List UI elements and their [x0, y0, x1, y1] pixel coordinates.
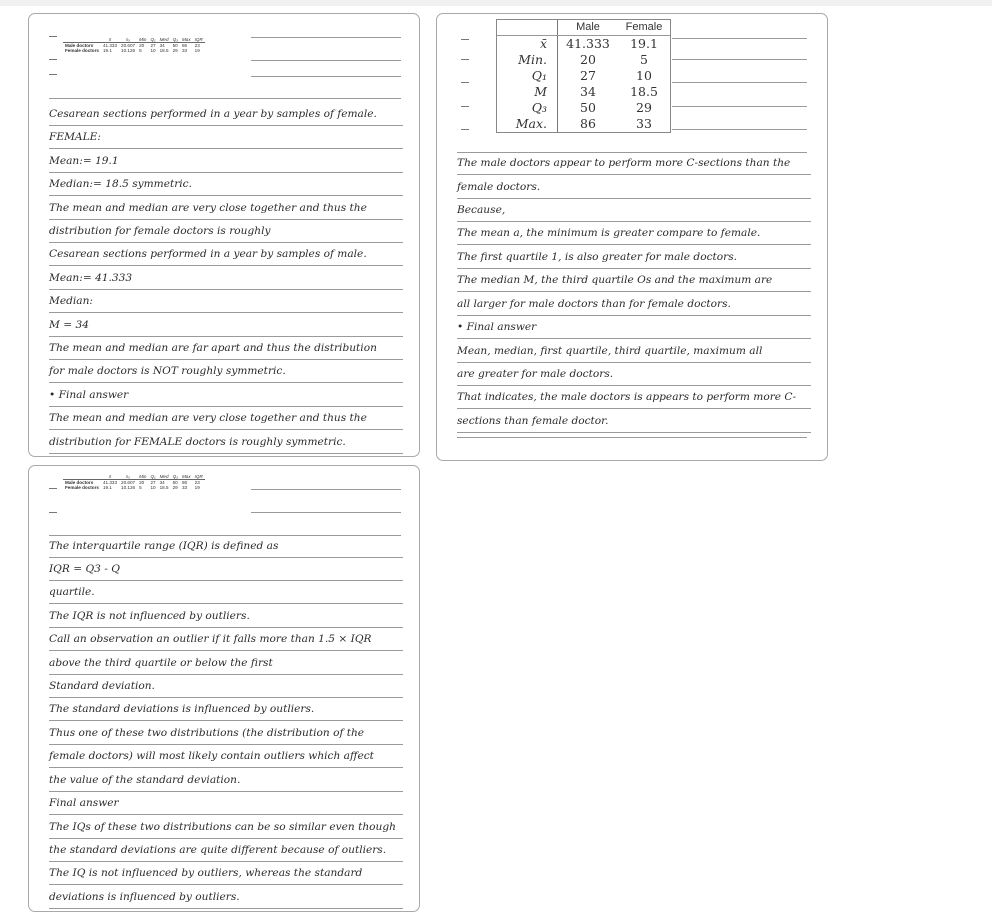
table-cell: 20: [580, 52, 596, 67]
ruled-line: [672, 129, 807, 130]
table-row: [63, 485, 205, 490]
ruled-line: [251, 512, 401, 513]
table-cell: 5: [139, 48, 142, 53]
bullet-dash: [461, 106, 469, 107]
bullet-dash: [49, 488, 57, 489]
table-cell: 5: [139, 485, 142, 490]
table-header: Med: [158, 37, 171, 43]
table-header: [497, 20, 558, 36]
text-line: sections than female doctor.: [437, 412, 827, 434]
text-line: distribution for FEMALE doctors is roughly symmetric.: [29, 433, 419, 455]
text-line: • Final answer: [29, 386, 419, 408]
row-label: x̄: [497, 36, 558, 53]
table-header: sₓ: [119, 474, 137, 480]
table-header: Max: [181, 474, 191, 479]
text-line: The interquartile range (IQR) is defined as: [29, 537, 419, 559]
row-label: Male doctors: [65, 480, 94, 485]
table-cell: 29: [636, 100, 652, 115]
ruled-line: [251, 37, 401, 38]
text-line: Median:= 18.5 symmetric.: [29, 175, 419, 197]
table-row: [63, 48, 205, 53]
ruled-line: [49, 535, 401, 536]
table-cell: 27: [580, 68, 596, 83]
bullet-dash: [461, 39, 469, 40]
text-line: Median:: [29, 292, 419, 314]
row-label: Q₁: [497, 68, 558, 84]
text-line: The IQs of these two distributions can be so similar even though: [29, 818, 419, 840]
text-line: deviations is influenced by outliers.: [29, 888, 419, 910]
table-cell: 34: [159, 480, 165, 485]
table-cell: 27: [150, 480, 156, 485]
table-cell: 19: [194, 485, 200, 490]
table-cell: 33: [181, 485, 188, 490]
table-cell: 33: [181, 48, 188, 53]
text-line: Standard deviation.: [29, 677, 419, 699]
table-row: [497, 52, 670, 68]
table-cell: 5: [640, 52, 648, 67]
text-line: The standard deviations is influenced by outliers.: [29, 700, 419, 722]
text-line: The IQ is not influenced by outliers, whereas the standard: [29, 864, 419, 886]
table-row: [497, 116, 670, 132]
table-header: Min: [139, 37, 147, 42]
text-line: • Final answer: [437, 318, 827, 340]
solution-card-iqr: [28, 465, 420, 912]
table-header: Q₁: [148, 37, 157, 43]
table-header: Q₃: [172, 474, 178, 479]
row-label: M: [497, 84, 558, 100]
table-cell: 19.1: [102, 485, 112, 490]
table-header: Q₃: [172, 37, 178, 42]
table-cell: 18.5: [630, 84, 658, 99]
text-line: the value of the standard deviation.: [29, 771, 419, 793]
table-cell: 20.607: [121, 480, 136, 485]
row-label: Female doctors: [65, 48, 99, 53]
text-line: The first quartile 1, is also greater for male doctors.: [437, 248, 827, 270]
text-line: The mean and median are very close together and thus the: [29, 409, 419, 431]
table-cell: 18.5: [159, 48, 169, 53]
text-line: female doctors.: [437, 178, 827, 200]
table-header: Max: [181, 37, 191, 42]
table-header: IQR: [194, 474, 203, 479]
text-line: The mean a, the minimum is greater compare to female.: [437, 224, 827, 246]
text-line: Mean, median, first quartile, third quartile, maximum all: [437, 342, 827, 364]
table-cell: 19.1: [102, 48, 112, 53]
table-header: IQR: [194, 37, 203, 42]
text-line: distribution for female doctors is roughly: [29, 222, 419, 244]
text-line: The median M, the third quartile Os and the maximum are: [437, 271, 827, 293]
row-label: Max.: [497, 116, 558, 132]
table-cell: 19: [194, 48, 200, 53]
text-line: all larger for male doctors than for female doctors.: [437, 295, 827, 317]
table-cell: 27: [150, 43, 156, 48]
text-line: female doctors) will most likely contain outliers which affect: [29, 747, 419, 769]
text-line: Cesarean sections performed in a year by samples of male.: [29, 245, 419, 267]
bullet-dash: [461, 82, 469, 83]
table-cell: 10: [636, 68, 652, 83]
table-cell: 50: [172, 480, 178, 485]
text-line: are greater for male doctors.: [437, 365, 827, 387]
table-cell: 33: [636, 116, 652, 131]
bullet-dash: [461, 129, 469, 130]
text-line: Mean:= 41.333: [29, 269, 419, 291]
ruled-line: [251, 489, 401, 490]
table-cell: 29: [172, 48, 178, 53]
text-line: The mean and median are far apart and thus the distribution: [29, 339, 419, 361]
table-cell: 20.607: [121, 43, 136, 48]
table-header: Q₁: [148, 474, 157, 480]
table-cell: 86: [580, 116, 596, 131]
ruled-line: [672, 106, 807, 107]
summary-table: [496, 19, 671, 133]
table-cell: 41.333: [102, 480, 118, 485]
table-cell: 19.1: [630, 36, 658, 51]
ruled-line: [251, 60, 401, 61]
table-cell: 23: [194, 43, 200, 48]
stats-table-image: [63, 37, 205, 53]
table-row: [497, 36, 670, 53]
ruled-line: [457, 152, 807, 153]
table-header: x̄: [101, 37, 119, 43]
table-row: [497, 68, 670, 84]
row-label: Female doctors: [65, 485, 99, 490]
row-label: Male doctors: [65, 43, 94, 48]
table-cell: 18.5: [159, 485, 169, 490]
table-cell: 20: [139, 480, 145, 485]
ruled-line: [672, 59, 807, 60]
text-line: That indicates, the male doctors is appears to perform more C-: [437, 388, 827, 410]
table-cell: 23: [194, 480, 200, 485]
table-cell: 86: [181, 43, 188, 48]
text-line: Final answer: [29, 794, 419, 816]
bullet-dash: [49, 59, 57, 60]
table-header: Min: [139, 474, 147, 479]
ruled-line: [49, 98, 401, 99]
table-header: Male: [558, 20, 619, 36]
text-line: The IQR is not influenced by outliers.: [29, 607, 419, 629]
table-cell: 34: [580, 84, 596, 99]
text-line: the standard deviations are quite different because of outliers.: [29, 841, 419, 863]
table-cell: 34: [159, 43, 165, 48]
table-header: sₓ: [119, 37, 137, 43]
bullet-dash: [49, 74, 57, 75]
text-line: FEMALE:: [29, 128, 419, 150]
solution-card-descriptive-stats: [28, 13, 420, 457]
table-cell: 50: [172, 43, 178, 48]
text-line: quartile.: [29, 583, 419, 605]
row-label: Q₃: [497, 100, 558, 116]
text-line: The mean and median are very close together and thus the: [29, 199, 419, 221]
solution-card-comparison: [436, 13, 828, 461]
table-cell: 86: [181, 480, 188, 485]
row-label: Min.: [497, 52, 558, 68]
table-header: Female: [618, 20, 670, 36]
text-line: Because,: [437, 201, 827, 223]
text-line: above the third quartile or below the first: [29, 654, 419, 676]
table-cell: 29: [172, 485, 178, 490]
ruled-line: [672, 82, 807, 83]
table-row: [497, 84, 670, 100]
table-cell: 10: [150, 48, 156, 53]
bullet-dash: [49, 36, 57, 37]
table-cell: 10.126: [121, 48, 136, 53]
bullet-dash: [461, 59, 469, 60]
text-line: Thus one of these two distributions (the distribution of the: [29, 724, 419, 746]
table-cell: 20: [139, 43, 145, 48]
text-line: Mean:= 19.1: [29, 152, 419, 174]
table-header: Med: [158, 474, 171, 480]
text-line: Cesarean sections performed in a year by samples of female.: [29, 105, 419, 127]
table-cell: 10: [150, 485, 156, 490]
table-cell: 10.126: [121, 485, 136, 490]
text-line: The male doctors appear to perform more C-sections than the: [437, 154, 827, 176]
table-cell: 41.333: [102, 43, 118, 48]
bullet-dash: [49, 512, 57, 513]
text-line: for male doctors is NOT roughly symmetric.: [29, 362, 419, 384]
text-line: M = 34: [29, 316, 419, 338]
table-header: x̄: [101, 474, 119, 480]
text-line: Call an observation an outlier if it falls more than 1.5 × IQR: [29, 630, 419, 652]
text-line: IQR = Q3 - Q: [29, 560, 419, 582]
ruled-line: [457, 437, 807, 438]
top-bar: [0, 0, 992, 6]
table-row: [497, 100, 670, 116]
ruled-line: [672, 38, 807, 39]
table-cell: 41.333: [566, 36, 610, 51]
ruled-line: [251, 76, 401, 77]
table-cell: 50: [580, 100, 596, 115]
stats-table-image: [63, 474, 205, 490]
